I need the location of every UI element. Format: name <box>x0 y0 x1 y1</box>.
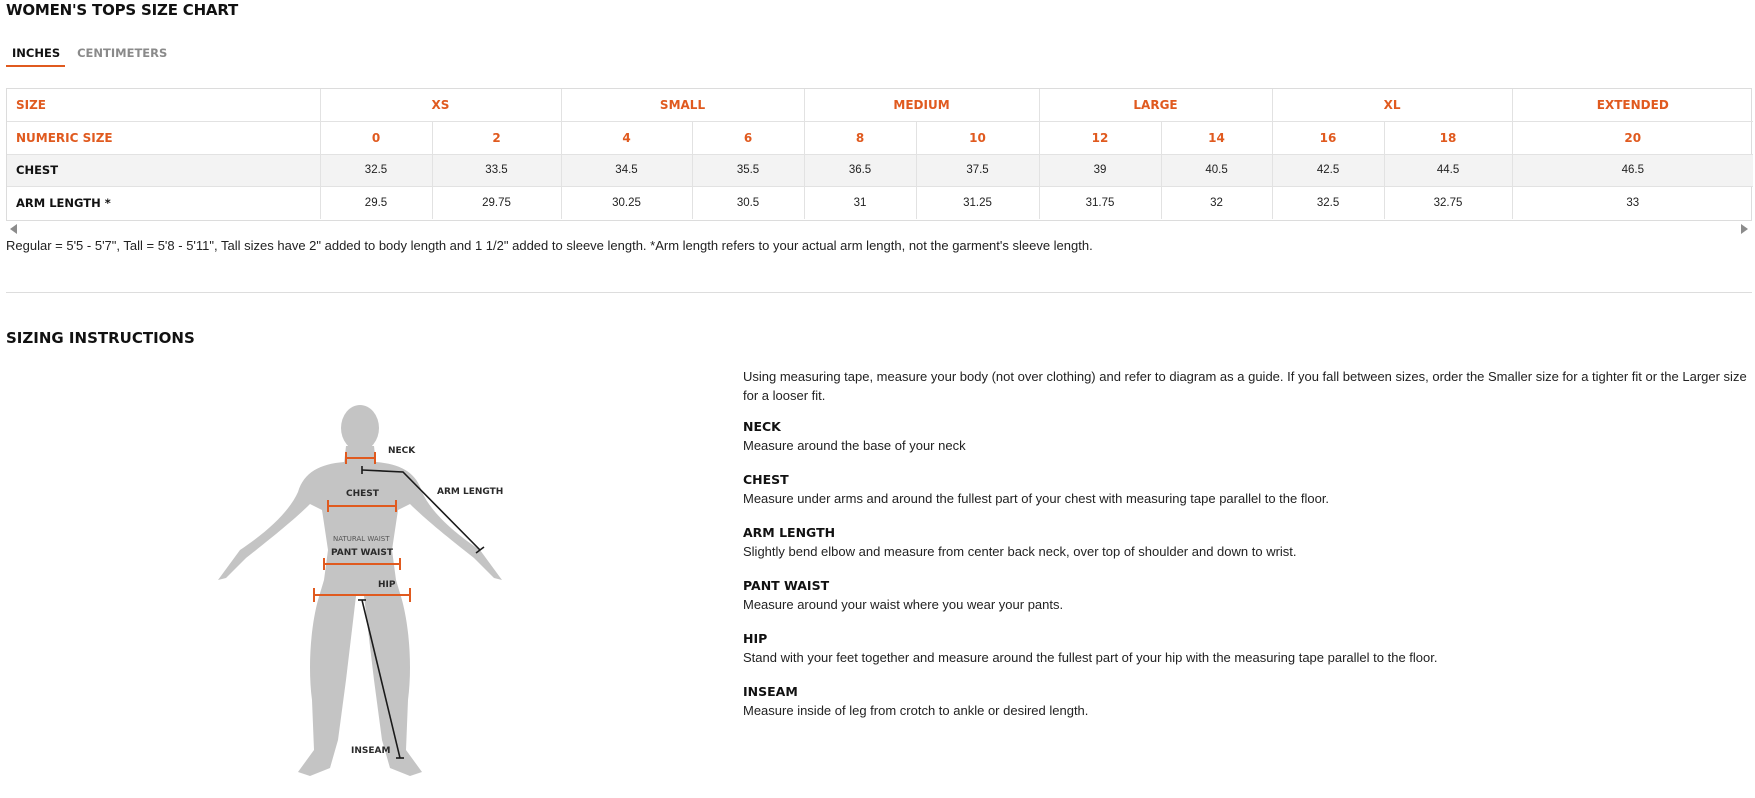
instruction-title: HIP <box>743 631 768 646</box>
instruction-title: CHEST <box>743 472 789 487</box>
section-title: SIZING INSTRUCTIONS <box>6 329 195 347</box>
pant-waist-label: PANT WAIST <box>331 548 393 558</box>
arm-length-cell: 30.25 <box>561 187 692 220</box>
body-silhouette-icon <box>200 400 520 790</box>
instruction-text: Measure around your waist where you wear your pants. <box>743 597 1064 612</box>
chest-row <box>7 154 1753 187</box>
natural-waist-label: NATURAL WAIST <box>333 535 390 543</box>
numeric-size-cell: 14 <box>1161 122 1272 155</box>
numeric-size-cell: 20 <box>1512 122 1753 155</box>
instruction-title: INSEAM <box>743 684 798 699</box>
instruction-text: Stand with your feet together and measure around the fullest part of your hip with the measuring tape parallel to the floor. <box>743 650 1438 665</box>
arm-length-cell: 30.5 <box>692 187 804 220</box>
size-group-cell: EXTENDED <box>1512 89 1753 122</box>
arm-length-cell: 31.25 <box>916 187 1039 220</box>
instruction-arm-length <box>743 524 1751 561</box>
instructions-intro: Using measuring tape, measure your body (not over clothing) and refer to diagram as a guide. If you fall between sizes, order the Smaller size for a tighter fit or the Larger size for a looser fit. <box>743 369 1747 403</box>
body-figure <box>218 405 502 776</box>
size-group-cell: MEDIUM <box>804 89 1039 122</box>
size-group-cell: LARGE <box>1039 89 1272 122</box>
chest-cell: 39 <box>1039 154 1161 187</box>
chest-cell: 46.5 <box>1512 154 1753 187</box>
size-group-cell: SMALL <box>561 89 804 122</box>
numeric-size-cell: 18 <box>1384 122 1512 155</box>
chest-cell: 42.5 <box>1272 154 1384 187</box>
arm-length-cell: 33 <box>1626 197 1640 209</box>
arm-length-label: ARM LENGTH <box>437 487 504 497</box>
tab-centimeters[interactable]: CENTIMETERS <box>77 46 168 60</box>
size-group-cell: XL <box>1272 89 1512 122</box>
inseam-label: INSEAM <box>351 746 391 756</box>
chest-cell: 34.5 <box>561 154 692 187</box>
chest-cell: 37.5 <box>916 154 1039 187</box>
size-row <box>7 89 1753 122</box>
unit-tabs <box>6 44 178 67</box>
numeric-size-cell: 4 <box>561 122 692 155</box>
size-row-label: SIZE <box>7 89 320 122</box>
instruction-text: Measure inside of leg from crotch to ankle or desired length. <box>743 703 1089 718</box>
instruction-pant-waist <box>743 577 1751 614</box>
scroll-left-arrow-icon[interactable] <box>10 224 17 234</box>
numeric-size-cell: 12 <box>1039 122 1161 155</box>
arm-length-cell: 29.75 <box>432 187 561 220</box>
chest-label: CHEST <box>7 154 320 187</box>
scroll-right-arrow-icon[interactable] <box>1741 224 1748 234</box>
instruction-title: NECK <box>743 419 781 434</box>
instruction-title: ARM LENGTH <box>743 525 836 540</box>
size-group-cell: XS <box>320 89 561 122</box>
arm-length-cell: 31.75 <box>1039 187 1161 220</box>
numeric-size-cell: 16 <box>1272 122 1384 155</box>
arm-length-cell: 32.75 <box>1384 187 1512 220</box>
instruction-text: Measure around the base of your neck <box>743 438 966 453</box>
hip-label: HIP <box>378 580 396 590</box>
size-note: Regular = 5'5 - 5'7", Tall = 5'8 - 5'11", Tall sizes have 2" added to body length and 1 1/2" added to sleeve length. *Arm length refers to your actual arm length, not the garment's sleeve length. <box>6 238 1093 253</box>
chest-cell: 36.5 <box>804 154 916 187</box>
arm-length-cell: 29.5 <box>320 187 432 220</box>
arm-length-cell: 32.5 <box>1272 187 1384 220</box>
numeric-size-cell: 2 <box>432 122 561 155</box>
chest-cell: 33.5 <box>432 154 561 187</box>
tab-inches[interactable]: INCHES <box>6 44 65 67</box>
chest-cell: 32.5 <box>320 154 432 187</box>
section-divider <box>6 292 1752 293</box>
instruction-inseam <box>743 683 1751 720</box>
numeric-size-row <box>7 122 1753 155</box>
neck-label: NECK <box>388 446 416 456</box>
page-title: WOMEN'S TOPS SIZE CHART <box>6 1 239 19</box>
numeric-size-cell: 0 <box>320 122 432 155</box>
instruction-neck <box>743 418 1751 455</box>
chest-label: CHEST <box>346 489 379 499</box>
arm-length-label: ARM LENGTH * <box>7 187 320 220</box>
table-horizontal-scrollbar[interactable] <box>6 222 1752 236</box>
chest-cell: 40.5 <box>1161 154 1272 187</box>
numeric-size-cell: 6 <box>692 122 804 155</box>
instruction-hip <box>743 630 1751 667</box>
instruction-chest <box>743 471 1751 508</box>
chest-cell: 44.5 <box>1384 154 1512 187</box>
instruction-text: Slightly bend elbow and measure from center back neck, over top of shoulder and down to wrist. <box>743 544 1297 559</box>
chest-cell: 35.5 <box>692 154 804 187</box>
numeric-size-label: NUMERIC SIZE <box>7 122 320 155</box>
sizing-instructions <box>743 367 1751 736</box>
arm-length-cell: 31 <box>804 187 916 220</box>
instruction-text: Measure under arms and around the fullest part of your chest with measuring tape parallel to the floor. <box>743 491 1330 506</box>
numeric-size-cell: 10 <box>916 122 1039 155</box>
numeric-size-cell: 8 <box>804 122 916 155</box>
size-chart-table <box>6 88 1752 221</box>
arm-length-row <box>7 187 1753 220</box>
instruction-title: PANT WAIST <box>743 578 830 593</box>
arm-length-cell: 32 <box>1161 187 1272 220</box>
measurement-diagram <box>200 400 520 790</box>
